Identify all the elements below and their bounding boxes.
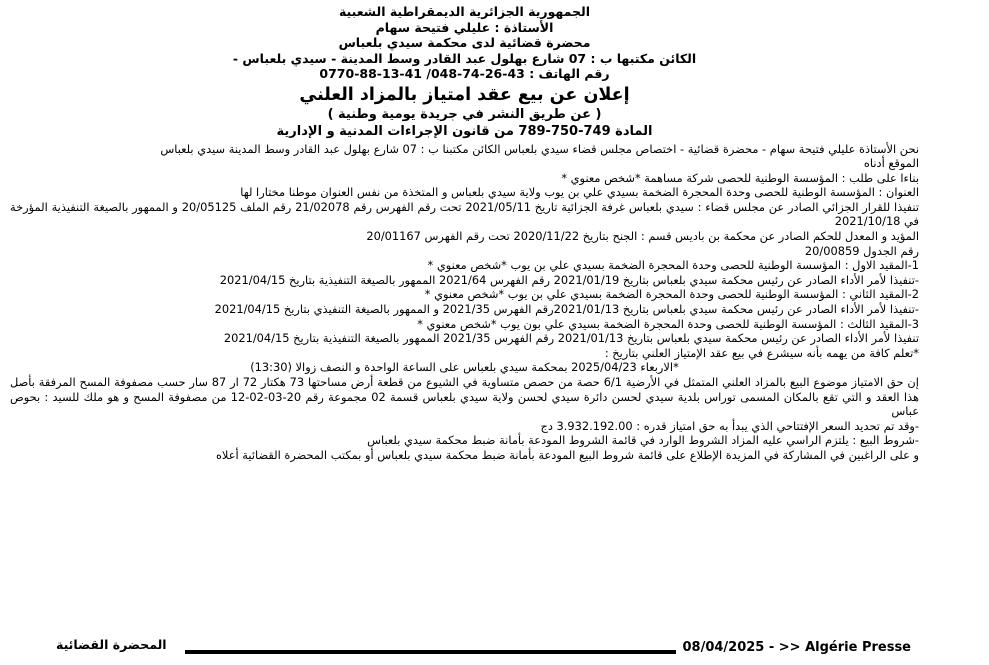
debtor-3: 3-المقيد الثالث : المؤسسة الوطنية للحصى وحدة المحجرة الضخمة بسيدي علي بون يوب *شخص معنوي *: [417, 316, 919, 331]
debtor-1-execution: -تنفيذا لأمر الأداء الصادر عن رئيس محكمة سيدي بلعباس بتاريخ 2021/01/19 رقم الفهرس 2021/64 الممهور بالصيغة التنفيذية بتاريخ 2021/04/15: [219, 272, 919, 287]
bailiff-office: محضرة قضائية لدى محكمة سيدي بلعباس: [338, 35, 591, 50]
roll-number: رقم الجدول 20/00859: [804, 243, 919, 258]
notice-subtitle: ( عن طريق النشر في جريدة يومية وطنية ): [327, 106, 602, 122]
notice-body: [10, 142, 919, 463]
debtor-2-execution: -تنفيذا لأمر الأداء الصادر عن رئيس محكمة سيدي بلعباس بتاريخ 2021/01/13رقم الفهرس 2021/35 و الممهور بالصيغة التنفيذي بتاريخ 2021/04/15: [214, 302, 919, 317]
debtor-2: 2-المقيد الثاني : المؤسسة الوطنية للحصى وحدة المحجرة الضخمة بسيدي علي بن يوب *شخص معنوي *: [424, 287, 919, 302]
legal-article: المادة 749-750-789 من قانون الإجراءات المدنية و الإدارية: [276, 123, 653, 139]
office-phone: رقم الهاتف : 43-26-74-048/ 41-13-88-0770: [319, 66, 610, 81]
closing-paragraph: و على الراغبين في المشاركة في المزيدة الإطلاع على قائمة شروط البيع المودعة بأمانة ضبط محكمة سيدي بلعباس أو بمكتب المحضرة القضائية أعلاه: [215, 447, 919, 462]
office-address: الكائن مكتبها ب : 07 شارع بهلول عبد القادر وسط المدينة - سيدي بلعباس -: [232, 50, 697, 66]
notice-footer: [10, 637, 989, 659]
republic-heading: الجمهورية الجزائرية الديمقراطية الشعبية: [338, 4, 591, 19]
debtor-3-execution: تنفيذا لأمر الأداء الصادر عن رئيس محكمة سيدي بلعباس بتاريخ 2021/01/13 رقم الفهرس 2021/35 الممهور بالصيغة التنفيذية بتاريخ 2021/04/15: [223, 331, 919, 346]
request-line: بناءا على طلب : المؤسسة الوطنية للحصى شركة مساهمة *شخص معنوي *: [561, 170, 919, 185]
opening-price: -وقد تم تحديد السعر الإفتتاحي الذي يبدأ به حق امتياز قدره : 3.932.192.00 دج: [540, 418, 919, 433]
execution-paragraph-1: تنفيذا للقرار الجزائي الصادر عن مجلس قضاء : سيدي بلعباس غرفة الجزائية تاريخ 2021/05/11 تحت رقم الفهرس رقم 21/02078 رقم الملف 20/05125 و الممهور بالصيغة التنفيذية المؤرخة في 2021/10/18: [10, 199, 920, 229]
sale-object: إن حق الامتياز موضوع البيع بالمزاد العلني المتمثل في الأرضية 6/1 حصة من حصص متساوية في الشيوع من قطعة أرض مساحتها 73 هكتار 72 ار 87 سار حسب مصفوفة المسح المرفقة بأصل هذا العقد و التي تقع بالمكان المسمى توراس بلدية سيدي لحسن دائرة سيدي لحسن ولاية سيدي بلعباس قسمة 02 مجموعة رقم 20-03-02-12 من مصفوفة المسح و هو ملك للسيد : بحوص عباس: [10, 375, 919, 419]
intro-paragraph: نحن الأستاذة عليلي فتيحة سهام - محضرة قضائية - اختصاص مجلس قضاء سيدي بلعباس الكائن مكتبنا ب : 07 شارع بهلول عبد القادر وسط المدينة سيدي بلعباس: [160, 141, 919, 156]
bailiff-name: الأستاذة : عليلي فتيحة سهام: [375, 19, 554, 35]
sale-conditions: -شروط البيع : يلتزم الراسي عليه المزاد الشروط الوارد في قائمة الشروط المودعة بأمانة ضبط محكمة سيدي بلعباس: [367, 433, 919, 448]
notice-title: إعلان عن بيع عقد امتياز بالمزاد العلني: [299, 84, 630, 105]
sale-notice: *تعلم كافة من يهمه بأنه سيشرع في بيع عقد الإمتياز العلني بتاريخ :: [604, 345, 919, 360]
auction-notice: [10, 4, 919, 463]
signature: المحضرة القضائية: [52, 637, 171, 652]
notice-header: [10, 4, 919, 140]
execution-paragraph-2: المؤيد و المعدل للحكم الصادر عن محكمة بن باديس قسم : الجنح بتاريخ 2020/11/22 تحت رقم الفهرس 20/01167: [366, 229, 919, 244]
address-paragraph: العنوان : المؤسسة الوطنية للحصى وحدة المحجرة الضخمة بسيدي علي بن يوب ولاية سيدي بلعباس و المتخذة من نفس العنوان موطنا مختارا لها: [240, 185, 919, 200]
debtor-1: 1-المقيد الاول : المؤسسة الوطنية للحصى وحدة المحجرة الضخمة بسيدي علي بن يوب *شخص معنوي *: [427, 258, 919, 273]
press-credit: 08/04/2025 - >> Algérie Presse: [676, 640, 917, 655]
signed-line: الموقع أدناه: [863, 156, 919, 171]
sale-date: *الاربعاء 2025/04/23 بمحكمة سيدي بلعباس على الساعة الواحدة و النصف زوالا (13:30): [250, 360, 679, 375]
